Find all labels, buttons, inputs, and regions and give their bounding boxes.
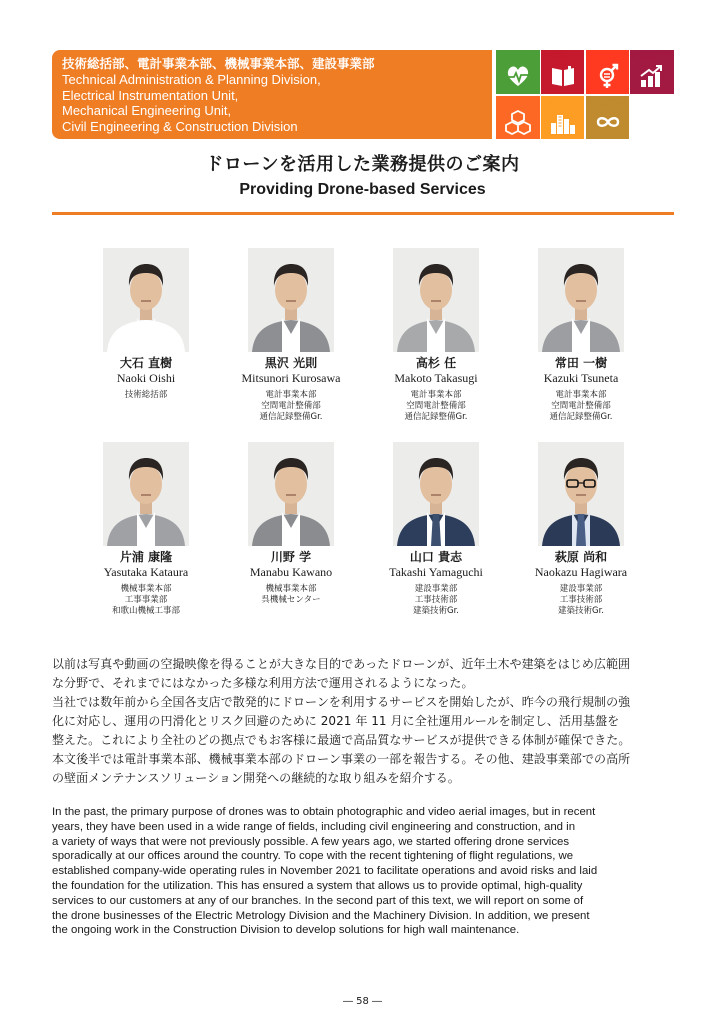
paragraph-line: 化に対応し、運用の円滑化とリスク回避のために 2021 年 11 月に全社運用ルールを制定し、活用基盤を bbox=[52, 714, 620, 728]
person-name-en: Mitsunori Kurosawa bbox=[241, 371, 341, 385]
staff-card bbox=[221, 248, 361, 423]
person-name-jp: 常田 一樹 bbox=[554, 356, 608, 370]
sdg-icons bbox=[496, 50, 674, 139]
sdg-label: QUALITY EDUCATION bbox=[550, 51, 570, 59]
person-name-en: Takashi Yamaguchi bbox=[389, 565, 483, 579]
portrait-photo bbox=[393, 442, 479, 546]
body-text-jp bbox=[52, 655, 676, 788]
paragraph-line: the drone businesses of the Electric Metrology Division and the Machinery Division. In addition, we present bbox=[52, 909, 590, 922]
sdg-number: 9 bbox=[498, 96, 504, 107]
department-line: 空間電計整備部 bbox=[551, 401, 611, 411]
paragraph-line: the foundation for the utilization. This has ensured a system that allows us to provide optimal, high-quality bbox=[52, 879, 583, 892]
infinity-icon bbox=[595, 109, 621, 135]
person-name-jp: 大石 直樹 bbox=[119, 356, 173, 370]
sdg-tile-5 bbox=[586, 50, 630, 94]
paragraph-line: な分野で、それまでにはなかった多様な利用方法で運用されるようになった。 bbox=[52, 676, 474, 690]
person-department bbox=[221, 584, 361, 606]
department-line: 機械事業本部 bbox=[265, 584, 317, 594]
staff-card bbox=[76, 248, 216, 401]
page-title-jp: ドローンを活用した業務提供のご案内 bbox=[205, 154, 520, 175]
person-department bbox=[511, 584, 651, 617]
title-divider bbox=[52, 212, 674, 215]
gender-icon bbox=[595, 63, 621, 89]
department-line: 和歌山機械工事部 bbox=[111, 606, 180, 616]
staff-card bbox=[511, 442, 651, 617]
book-icon bbox=[550, 63, 576, 89]
sdg-label: RESPONSIBLE CONSUMPTION AND PRODUCTION bbox=[595, 96, 628, 108]
division-en-line: Electrical Instrumentation Unit, bbox=[62, 87, 239, 103]
department-line: 工事技術部 bbox=[414, 595, 458, 605]
department-line: 技術総括部 bbox=[124, 390, 168, 400]
paragraph-line: 以前は写真や動画の空撮映像を得ることが大きな目的であったドローンが、近年土木や建築をはじめ広範囲 bbox=[52, 657, 631, 671]
sdg-label: GOOD HEALTH AND WELL-BEING bbox=[506, 51, 537, 59]
sdg-label: DECENT WORK AND ECONOMIC GROWTH bbox=[640, 51, 673, 63]
person-name-en: Naoki Oishi bbox=[116, 371, 176, 385]
paragraph-line: 本文後半では電計事業本部、機械事業本部のドローン事業の一部を報告する。その他、建設事業部での高所 bbox=[52, 752, 631, 766]
page-number: ― 58 ― bbox=[342, 996, 383, 1007]
department-line: 建築技術Gr. bbox=[557, 606, 604, 616]
paragraph-line: 整えた。これにより全社のどの拠点でもお客様に最適で高品質なサービスが提供できる体制が確保できた。 bbox=[52, 733, 631, 747]
department-line: 空間電計整備部 bbox=[406, 401, 466, 411]
staff-card bbox=[76, 442, 216, 617]
portrait-photo bbox=[248, 248, 334, 352]
department-line: 工事技術部 bbox=[559, 595, 603, 605]
sdg-tile-12 bbox=[586, 96, 630, 140]
person-name-jp: 山口 貴志 bbox=[409, 550, 463, 564]
sdg-number: 4 bbox=[542, 51, 548, 61]
portrait-photo bbox=[103, 442, 189, 546]
page-title-en: Providing Drone-based Services bbox=[239, 181, 486, 198]
person-name-en: Manabu Kawano bbox=[249, 565, 333, 579]
cubes-icon bbox=[505, 109, 531, 135]
person-department bbox=[76, 584, 216, 617]
person-name-jp: 片浦 康隆 bbox=[119, 550, 173, 564]
person-department bbox=[511, 390, 651, 423]
paragraph-line: years, they have been used in a wide range of fields, including civil engineering and construction, and in bbox=[52, 820, 576, 833]
portrait-photo bbox=[248, 442, 334, 546]
sdg-tile-8 bbox=[630, 50, 674, 94]
department-line: 機械事業本部 bbox=[120, 584, 172, 594]
department-line: 建設事業部 bbox=[414, 584, 458, 594]
paragraph-line: a variety of ways that were not previously possible. A few years ago, we started offering drone services bbox=[52, 835, 570, 848]
staff-card bbox=[366, 442, 506, 617]
portrait-photo bbox=[393, 248, 479, 352]
portrait-photo bbox=[538, 248, 624, 352]
person-name-en: Makoto Takasugi bbox=[394, 371, 478, 385]
sdg-tile-11 bbox=[541, 96, 585, 140]
department-line: 電計事業本部 bbox=[555, 390, 607, 400]
sdg-number: 3 bbox=[498, 51, 504, 61]
paragraph-line: the ongoing work in the Construction Division to develop solutions for high wall maintenance. bbox=[52, 924, 520, 937]
portrait-photo bbox=[538, 442, 624, 546]
person-department bbox=[366, 390, 506, 423]
person-name-jp: 黒沢 光則 bbox=[264, 356, 318, 370]
division-banner bbox=[52, 50, 492, 139]
sdg-number: 12 bbox=[587, 96, 598, 107]
department-line: 呉機械センター bbox=[261, 595, 321, 605]
sdg-label: GENDER EQUALITY bbox=[595, 51, 627, 55]
department-line: 通信記録整備Gr. bbox=[259, 412, 323, 422]
division-en-line: Technical Administration & Planning Division, bbox=[62, 72, 321, 87]
paragraph-line: sporadically at our offices around the country. To cope with the recent tightening of flight regulations, we bbox=[52, 850, 574, 863]
paragraph-line: services to our customers at any of our branches. In the second part of this text, we will report on some of bbox=[52, 894, 584, 907]
sdg-tile-9 bbox=[496, 96, 540, 140]
staff-card bbox=[511, 248, 651, 423]
division-en-line: Mechanical Engineering Unit, bbox=[62, 103, 232, 118]
paragraph-line: In the past, the primary purpose of drones was to obtain photographic and video aerial images, but in recent bbox=[52, 806, 596, 818]
staff-card bbox=[366, 248, 506, 423]
body-text-en bbox=[52, 805, 676, 938]
person-department bbox=[76, 390, 216, 401]
paragraph-line: established company-wide operating rules in November 2021 to facilitate operations and avoid risks and laid bbox=[52, 865, 598, 878]
person-name-jp: 高杉 任 bbox=[415, 356, 457, 370]
department-line: 電計事業本部 bbox=[265, 390, 317, 400]
department-line: 工事事業部 bbox=[124, 595, 168, 605]
sdg-label: SUSTAINABLE CITIES AND COMMUNITIES bbox=[550, 96, 574, 108]
person-name-en: Kazuki Tsuneta bbox=[543, 371, 619, 385]
sdg-number: 8 bbox=[632, 51, 638, 61]
sdg-number: 11 bbox=[542, 96, 553, 107]
department-line: 通信記録整備Gr. bbox=[404, 412, 468, 422]
person-name-en: Yasutaka Kataura bbox=[103, 565, 189, 579]
department-line: 建設事業部 bbox=[559, 584, 603, 594]
sdg-tile-3 bbox=[496, 50, 540, 94]
person-name-jp: 川野 学 bbox=[270, 550, 312, 564]
staff-card bbox=[221, 442, 361, 606]
sdg-number: 5 bbox=[587, 51, 593, 61]
division-en-line: Civil Engineering & Construction Division bbox=[62, 118, 298, 134]
person-name-en: Naokazu Hagiwara bbox=[534, 565, 628, 579]
division-jp: 技術総括部、電計事業本部、機械事業本部、建設事業部 bbox=[62, 56, 375, 71]
paragraph-line: 当社では数年前から全国各支店で散発的にドローンを利用するサービスを開始したが、昨今の飛行規制の強 bbox=[52, 695, 631, 709]
department-line: 建築技術Gr. bbox=[412, 606, 459, 616]
growth-chart-icon bbox=[639, 63, 665, 89]
department-line: 電計事業本部 bbox=[410, 390, 462, 400]
heartbeat-icon bbox=[505, 63, 531, 89]
person-department bbox=[366, 584, 506, 617]
sdg-label: INDUSTRY, INNOVATION AND INFRASTRUCTURE bbox=[506, 96, 536, 108]
portrait-photo bbox=[103, 248, 189, 352]
department-line: 空間電計整備部 bbox=[261, 401, 321, 411]
person-department bbox=[221, 390, 361, 423]
sdg-tile-4 bbox=[541, 50, 585, 94]
department-line: 通信記録整備Gr. bbox=[549, 412, 613, 422]
person-name-jp: 萩原 尚和 bbox=[554, 550, 608, 564]
buildings-icon bbox=[550, 109, 576, 135]
paragraph-line: の壁面メンテナンスソリューション開発への継続的な取り組みを紹介する。 bbox=[52, 771, 460, 785]
